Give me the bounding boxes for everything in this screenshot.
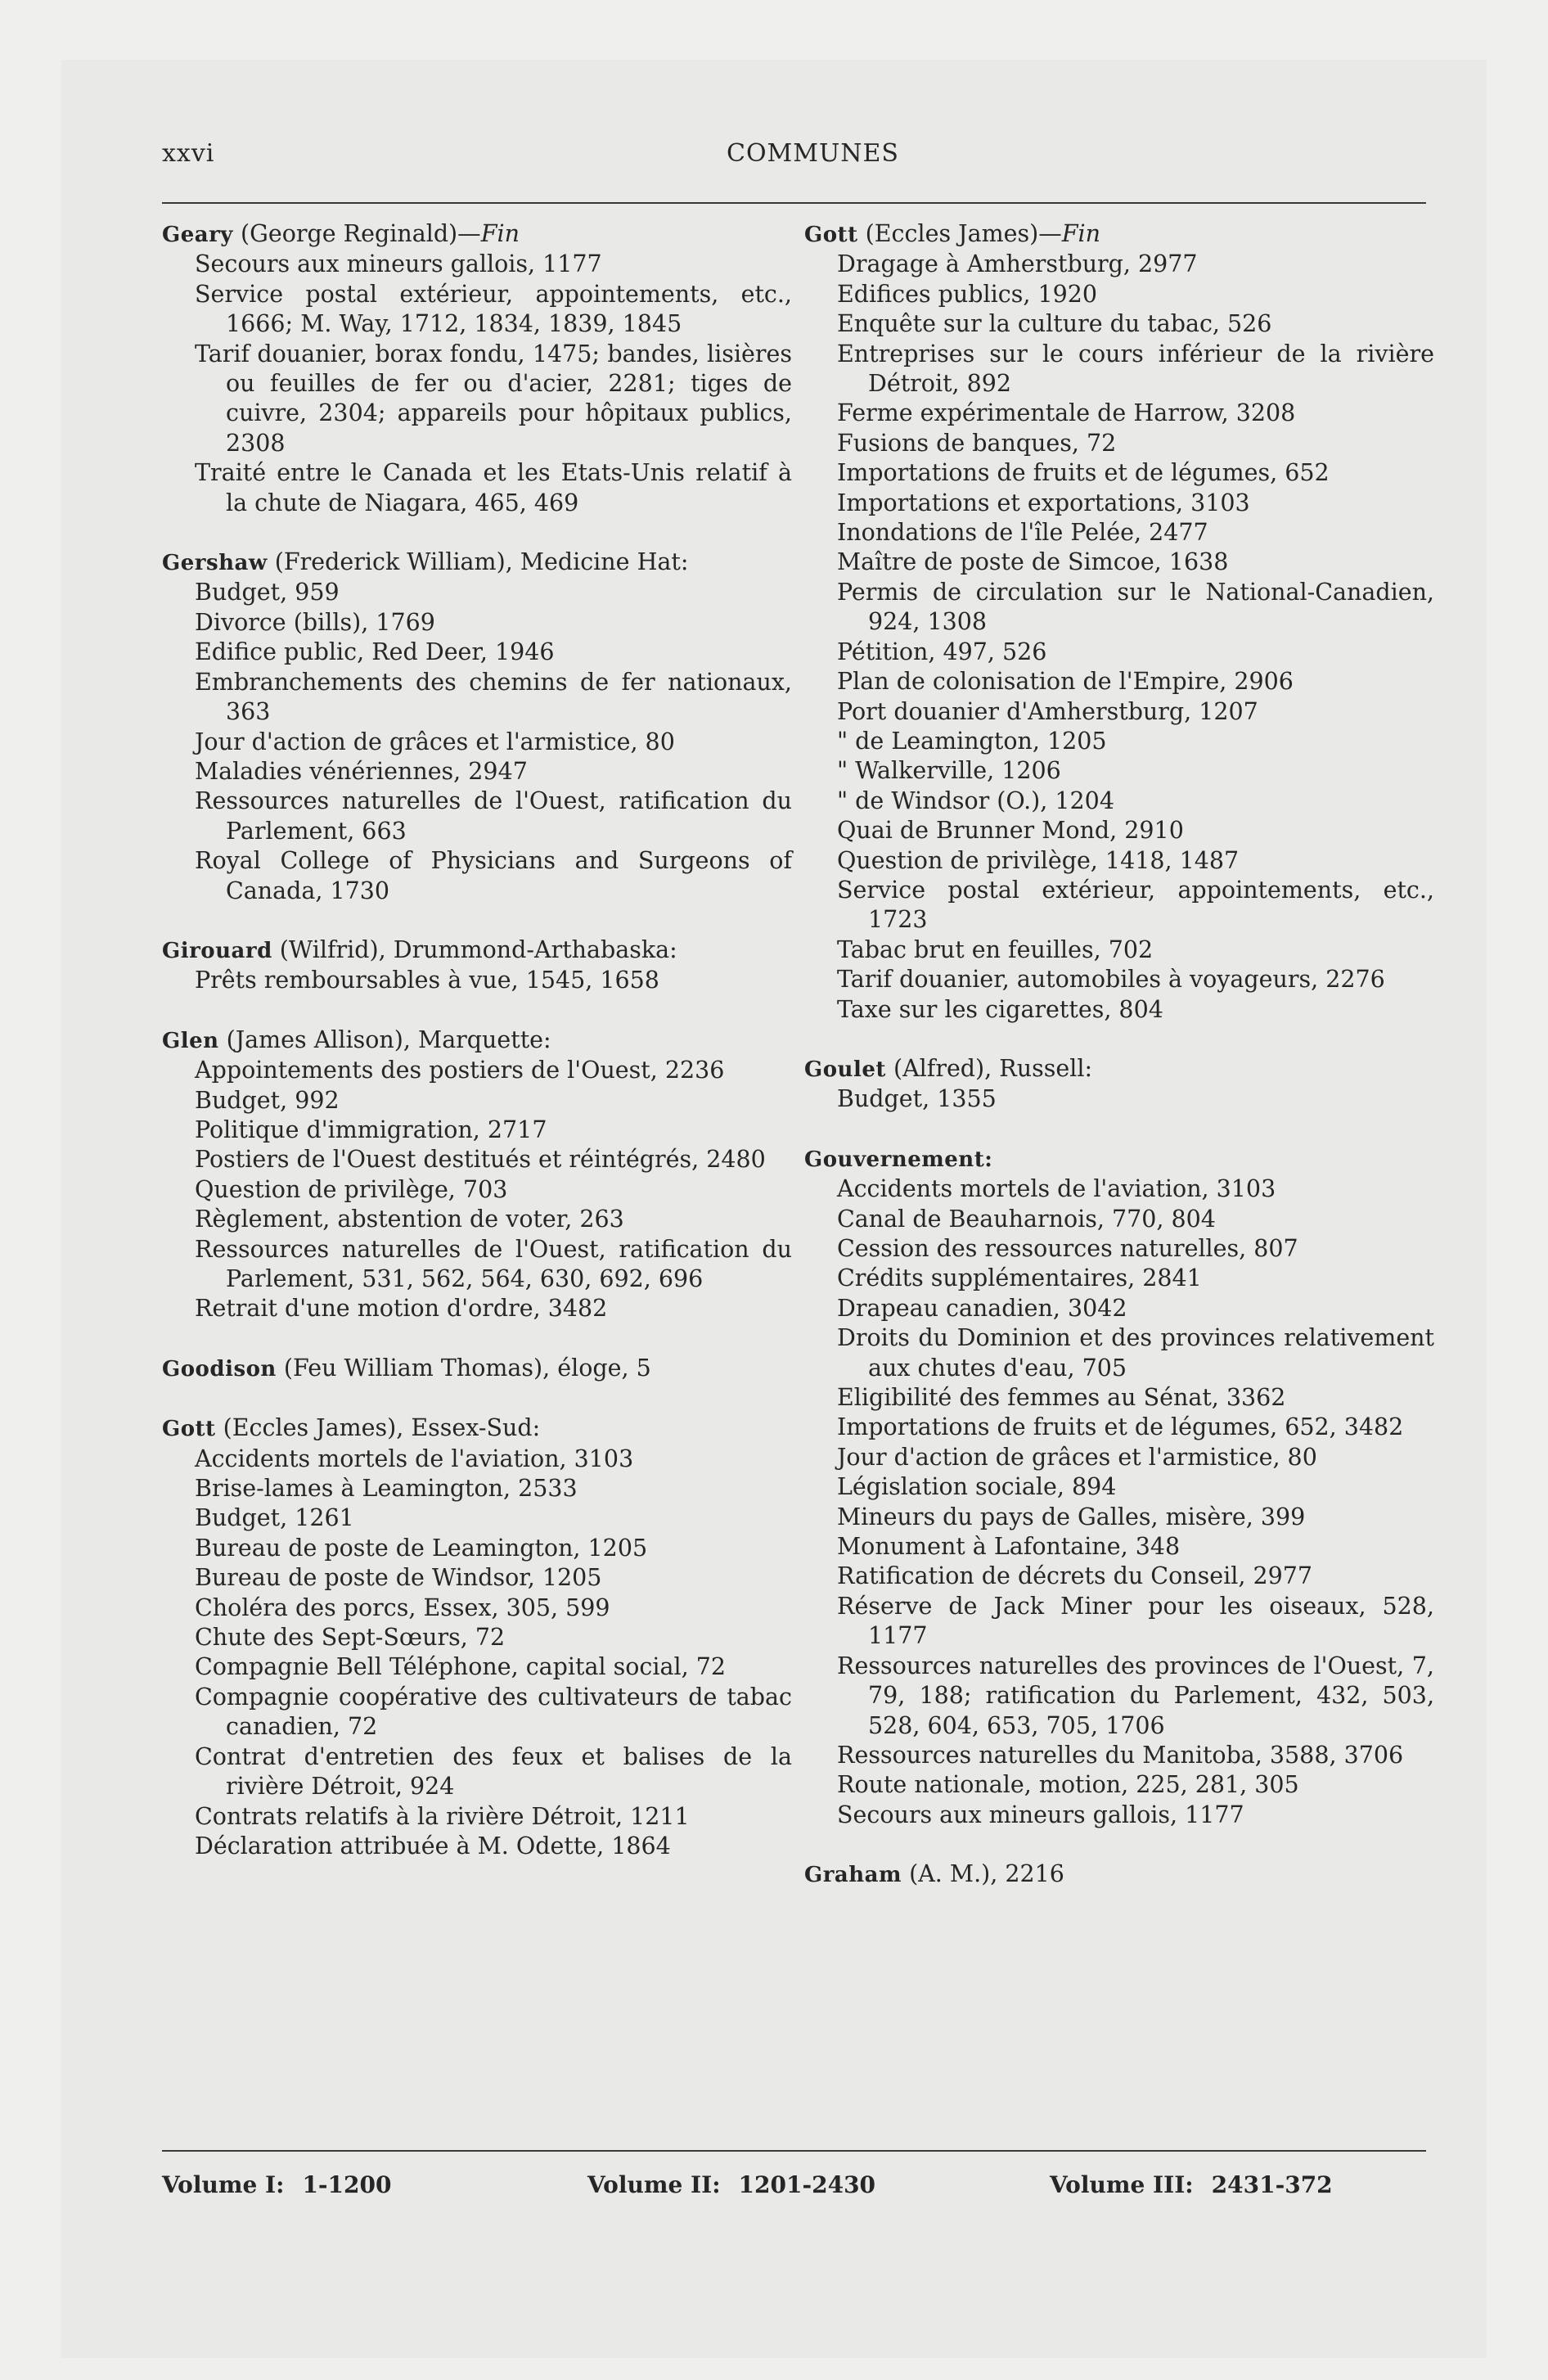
- index-entry: [162, 1413, 792, 1861]
- sub-entry: Contrat d'entretien des feux et balises de la rivière Détroit, 924: [195, 1742, 792, 1801]
- entry-detail: (Eccles James)—: [857, 220, 1062, 247]
- index-column-right: [804, 219, 1434, 1920]
- index-entry: [162, 1025, 792, 1324]
- sub-entry: Inondations de l'île Pelée, 2477: [837, 519, 1208, 547]
- entry-name: Gott: [162, 1417, 216, 1442]
- sub-entry: Tarif douanier, borax fondu, 1475; bandes, lisières ou feuilles de fer ou d'acier, 2281; tiges de cuivre, 2304; appareils pour hôpitaux publics, 2308: [195, 340, 792, 457]
- sub-entry: Question de privilège, 703: [195, 1175, 508, 1203]
- index-entry: [804, 219, 1434, 1025]
- sub-entry: Monument à Lafontaine, 348: [837, 1533, 1181, 1561]
- sub-entry: Budget, 1261: [195, 1504, 354, 1532]
- sub-entry: Service postal extérieur, appointements, etc., 1666; M. Way, 1712, 1834, 1839, 1845: [195, 280, 792, 338]
- entry-detail: (Frederick William), Medicine Hat:: [267, 548, 689, 576]
- sub-entry: Accidents mortels de l'aviation, 3103: [837, 1175, 1276, 1203]
- sub-entry: Politique d'immigration, 2717: [195, 1116, 547, 1143]
- sub-entry: Eligibilité des femmes au Sénat, 3362: [837, 1384, 1286, 1412]
- index-entry: [162, 219, 792, 518]
- sub-entry: Drapeau canadien, 3042: [837, 1294, 1127, 1322]
- sub-entry: " de Windsor (O.), 1204: [837, 787, 1114, 814]
- sub-entry: Divorce (bills), 1769: [195, 608, 435, 636]
- sub-entry: Budget, 1355: [837, 1085, 997, 1113]
- sub-entry: Droits du Dominion et des provinces relativement aux chutes d'eau, 705: [837, 1324, 1434, 1382]
- sub-entry: Enquête sur la culture du tabac, 526: [837, 310, 1272, 338]
- volume-1-range: 1-1200: [302, 2171, 392, 2198]
- volume-1-label: Volume I:: [162, 2171, 285, 2198]
- volume-3-label: Volume III:: [1050, 2171, 1194, 2198]
- sub-entry: Plan de colonisation de l'Empire, 2906: [837, 668, 1294, 696]
- entry-heading: [162, 1025, 792, 1056]
- entry-name: Glen: [162, 1028, 219, 1053]
- index-entry: [162, 935, 792, 996]
- sub-entry: Budget, 959: [195, 579, 340, 606]
- entry-name: Gott: [804, 223, 858, 247]
- entry-name: Goodison: [162, 1356, 277, 1382]
- entry-detail: (Wilfrid), Drummond-Arthabaska:: [272, 935, 677, 963]
- sub-entry: Tarif douanier, automobiles à voyageurs, 2276: [837, 966, 1385, 994]
- volume-2-range: 1201-2430: [738, 2171, 876, 2198]
- sub-entry: Canal de Beauharnois, 770, 804: [837, 1205, 1216, 1233]
- entry-heading: [162, 548, 792, 578]
- sub-entry: Mineurs du pays de Galles, misère, 399: [837, 1503, 1306, 1530]
- entry-heading: [162, 219, 792, 250]
- entry-heading: [804, 1144, 1434, 1174]
- sub-entry: Importations et exportations, 3103: [837, 489, 1250, 516]
- sub-entry: Service postal extérieur, appointements, etc., 1723: [837, 876, 1434, 934]
- sub-entry: Compagnie Bell Téléphone, capital social, 72: [195, 1653, 726, 1681]
- sub-entry: Règlement, abstention de voter, 263: [195, 1206, 624, 1233]
- volume-3-range: 2431-372: [1211, 2171, 1333, 2198]
- sub-entry: Edifice public, Red Deer, 1946: [195, 638, 555, 666]
- volume-2-label: Volume II:: [587, 2171, 721, 2198]
- sub-entry: Budget, 992: [195, 1086, 340, 1114]
- sub-entry: Législation sociale, 894: [837, 1473, 1117, 1501]
- entry-heading: [162, 1413, 792, 1444]
- sub-entry: Maladies vénériennes, 2947: [195, 757, 528, 785]
- entry-continuation: Fin: [480, 220, 520, 247]
- sub-entry: Accidents mortels de l'aviation, 3103: [195, 1445, 634, 1472]
- sub-entry: Jour d'action de grâces et l'armistice, 80: [837, 1443, 1317, 1471]
- page-header: [162, 139, 1426, 180]
- sub-entry: Retrait d'une motion d'ordre, 3482: [195, 1295, 608, 1323]
- index-entry: [162, 548, 792, 906]
- sub-entry: Ressources naturelles des provinces de l'Ouest, 7, 79, 188; ratification du Parlement, 432, 503, 528, 604, 653, 705, 1706: [837, 1652, 1434, 1739]
- sub-entry: Royal College of Physicians and Surgeons of Canada, 1730: [195, 847, 792, 904]
- sub-entry: Ratification de décrets du Conseil, 2977: [837, 1562, 1312, 1590]
- entry-heading: [162, 1354, 792, 1384]
- entry-name: Geary: [162, 223, 233, 247]
- entry-heading: [162, 935, 792, 966]
- sub-entry: Maître de poste de Simcoe, 1638: [837, 548, 1229, 576]
- sub-entry: Postiers de l'Ouest destitués et réintégrés, 2480: [195, 1146, 766, 1174]
- sub-entry: Appointements des postiers de l'Ouest, 2236: [195, 1057, 725, 1084]
- index-entry: [162, 1354, 792, 1384]
- sub-entry: Edifices publics, 1920: [837, 280, 1097, 308]
- sub-entry: Jour d'action de grâces et l'armistice, 80: [195, 728, 675, 755]
- sub-entry: Contrats relatifs à la rivière Détroit, 1211: [195, 1802, 690, 1830]
- entry-name: Goulet: [804, 1057, 886, 1082]
- volume-1: [162, 2171, 392, 2198]
- sub-entry: Cession des ressources naturelles, 807: [837, 1235, 1298, 1262]
- entry-detail: (George Reginald)—: [232, 220, 481, 247]
- sub-entry: Ressources naturelles de l'Ouest, ratification du Parlement, 663: [195, 787, 792, 845]
- volume-footer: [162, 2171, 1426, 2204]
- sub-entry: Dragage à Amherstburg, 2977: [837, 250, 1198, 278]
- sub-entry: " de Leamington, 1205: [837, 727, 1107, 755]
- entry-detail: (A. M.), 2216: [902, 1860, 1064, 1888]
- sub-entry: Crédits supplémentaires, 2841: [837, 1264, 1202, 1292]
- sub-entry: Importations de fruits et de légumes, 652, 3482: [837, 1413, 1404, 1441]
- entry-detail: (Alfred), Russell:: [885, 1054, 1093, 1082]
- sub-entry: Compagnie coopérative des cultivateurs de tabac canadien, 72: [195, 1683, 792, 1741]
- page-number: xxvi: [162, 139, 215, 168]
- sub-entry: Secours aux mineurs gallois, 1177: [837, 1801, 1244, 1828]
- sub-entry: Ressources naturelles du Manitoba, 3588, 3706: [837, 1741, 1404, 1769]
- footer-rule: [162, 2150, 1426, 2152]
- index-column-left: [162, 219, 792, 1891]
- entry-name: Graham: [804, 1863, 902, 1888]
- sub-entry: Port douanier d'Amherstburg, 1207: [837, 697, 1258, 725]
- sub-entry: Question de privilège, 1418, 1487: [837, 846, 1240, 874]
- sub-entry: Brise-lames à Leamington, 2533: [195, 1475, 578, 1503]
- sub-entry: Pétition, 497, 526: [837, 638, 1047, 665]
- entry-name: Gouvernement:: [804, 1147, 993, 1172]
- sub-entry: Route nationale, motion, 225, 281, 305: [837, 1771, 1299, 1799]
- running-title: COMMUNES: [727, 139, 899, 168]
- entry-detail: (Eccles James), Essex-Sud:: [215, 1414, 541, 1442]
- sub-entry: Importations de fruits et de légumes, 652: [837, 459, 1330, 487]
- sub-entry: Déclaration attribuée à M. Odette, 1864: [195, 1832, 671, 1859]
- index-entry: [804, 1054, 1434, 1115]
- entry-heading: [804, 1054, 1434, 1084]
- sub-entry: Réserve de Jack Miner pour les oiseaux, 528, 1177: [837, 1592, 1434, 1650]
- sub-entry: Quai de Brunner Mond, 2910: [837, 817, 1184, 845]
- sub-entry: Entreprises sur le cours inférieur de la rivière Détroit, 892: [837, 340, 1434, 398]
- sub-entry: Secours aux mineurs gallois, 1177: [195, 250, 602, 278]
- entry-heading: [804, 219, 1434, 250]
- sub-entry: Tabac brut en feuilles, 702: [837, 935, 1154, 963]
- sub-entry: Ressources naturelles de l'Ouest, ratification du Parlement, 531, 562, 564, 630, 692, 696: [195, 1235, 792, 1292]
- entry-name: Gershaw: [162, 551, 268, 576]
- sub-entry: Traité entre le Canada et les Etats-Unis relatif à la chute de Niagara, 465, 469: [195, 459, 792, 516]
- sub-entry: Bureau de poste de Windsor, 1205: [195, 1564, 602, 1592]
- sub-entry: Fusions de banques, 72: [837, 429, 1117, 457]
- entry-detail: (James Allison), Marquette:: [218, 1025, 551, 1053]
- sub-entry: Embranchements des chemins de fer nationaux, 363: [195, 668, 792, 726]
- header-rule: [162, 202, 1426, 204]
- volume-3: [1050, 2171, 1333, 2198]
- entry-heading: [804, 1859, 1434, 1890]
- sub-entry: Ferme expérimentale de Harrow, 3208: [837, 399, 1296, 427]
- sub-entry: Choléra des porcs, Essex, 305, 599: [195, 1593, 610, 1621]
- volume-2: [587, 2171, 875, 2198]
- entry-detail: (Feu William Thomas), éloge, 5: [276, 1354, 651, 1382]
- entry-continuation: Fin: [1061, 220, 1100, 247]
- sub-entry: Chute des Sept-Sœurs, 72: [195, 1624, 506, 1652]
- sub-entry: Taxe sur les cigarettes, 804: [837, 995, 1163, 1023]
- sub-entry: Permis de circulation sur le National-Canadien, 924, 1308: [837, 578, 1434, 636]
- sub-entry: " Walkerville, 1206: [837, 757, 1061, 785]
- index-entry: [804, 1144, 1434, 1830]
- entry-name: Girouard: [162, 938, 272, 963]
- sub-entry: Prêts remboursables à vue, 1545, 1658: [195, 967, 659, 994]
- index-entry: [804, 1859, 1434, 1890]
- sub-entry: Bureau de poste de Leamington, 1205: [195, 1534, 648, 1562]
